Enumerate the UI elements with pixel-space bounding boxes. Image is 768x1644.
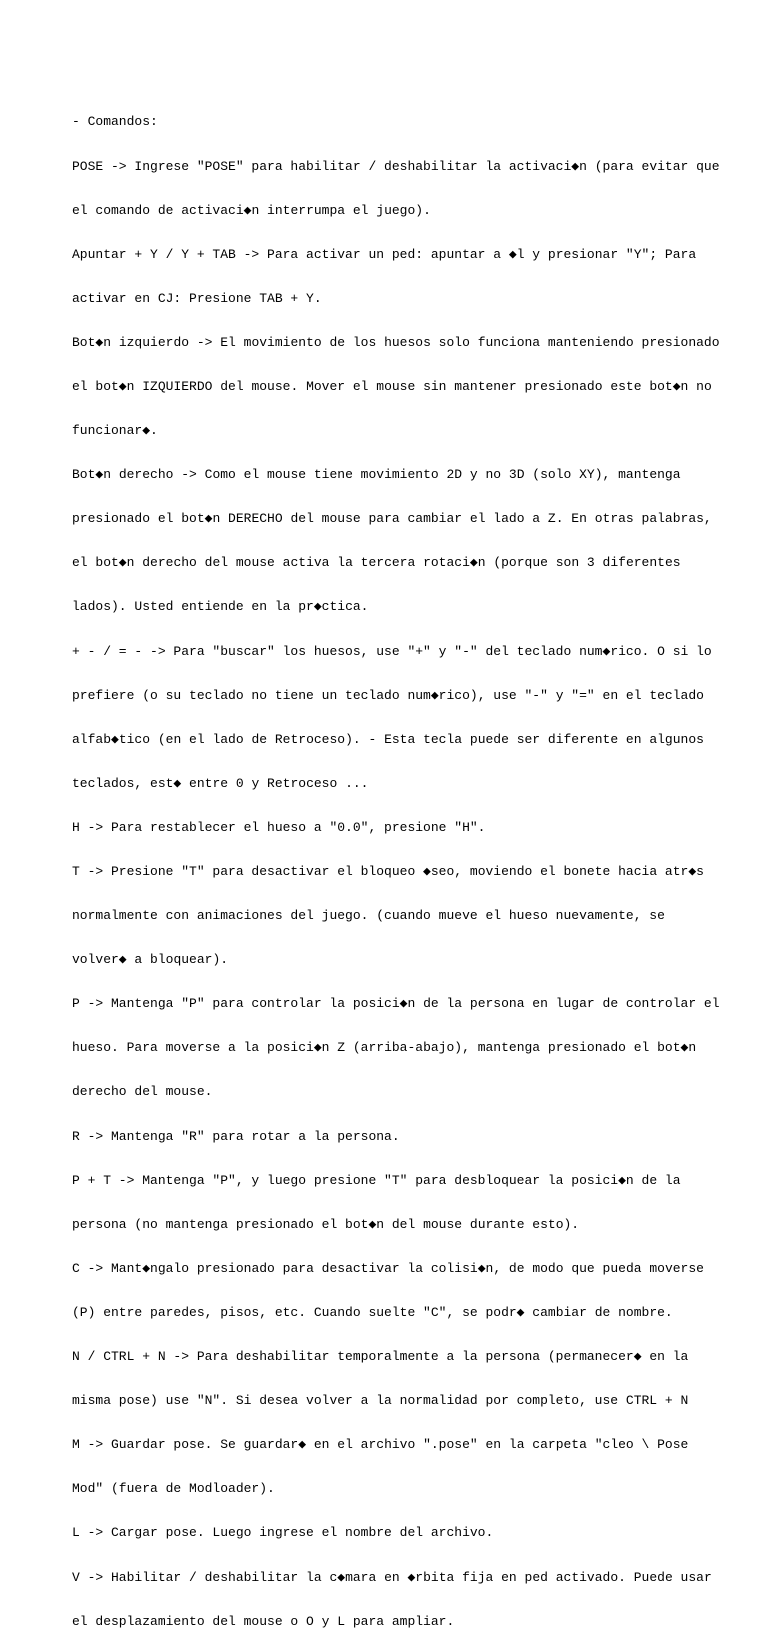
text-line: Bot◆n izquierdo -> El movimiento de los huesos solo funciona manteniendo presionado <box>72 334 720 350</box>
text-line: M -> Guardar pose. Se guardar◆ en el archivo ".pose" en la carpeta "cleo \ Pose <box>72 1437 689 1453</box>
text-line: presionado el bot◆n DERECHO del mouse para cambiar el lado a Z. En otras palabras, <box>72 511 712 527</box>
text-line: derecho del mouse. <box>72 1084 213 1100</box>
text-line: H -> Para restablecer el hueso a "0.0", presione "H". <box>72 819 486 835</box>
text-line: Apuntar + Y / Y + TAB -> Para activar un ped: apuntar a ◆l y presionar "Y"; Para <box>72 246 697 262</box>
text-line: teclados, est◆ entre 0 y Retroceso ... <box>72 775 369 791</box>
text-line: normalmente con animaciones del juego. (cuando mueve el hueso nuevamente, se <box>72 908 665 924</box>
text-line: el desplazamiento del mouse o O y L para ampliar. <box>72 1613 455 1629</box>
text-line: Mod" (fuera de Modloader). <box>72 1481 275 1497</box>
text-line: L -> Cargar pose. Luego ingrese el nombre del archivo. <box>72 1525 494 1541</box>
text-line: hueso. Para moverse a la posici◆n Z (arriba-abajo), mantenga presionado el bot◆n <box>72 1040 697 1056</box>
text-line: - Comandos: <box>72 114 158 130</box>
text-line: el comando de activaci◆n interrumpa el juego). <box>72 202 431 218</box>
text-line: funcionar◆. <box>72 423 158 439</box>
text-line: misma pose) use "N". Si desea volver a la normalidad por completo, use CTRL + N <box>72 1393 689 1409</box>
text-line: prefiere (o su teclado no tiene un teclado num◆rico), use "-" y "=" en el teclado <box>72 687 704 703</box>
text-line: alfab◆tico (en el lado de Retroceso). - Esta tecla puede ser diferente en algunos <box>72 731 704 747</box>
text-line: P -> Mantenga "P" para controlar la posici◆n de la persona en lugar de controlar el <box>72 996 720 1012</box>
text-line: N / CTRL + N -> Para deshabilitar temporalmente a la persona (permanecer◆ en la <box>72 1349 689 1365</box>
text-line: el bot◆n IZQUIERDO del mouse. Mover el mouse sin mantener presionado este bot◆n no <box>72 378 712 394</box>
text-line: POSE -> Ingrese "POSE" para habilitar / deshabilitar la activaci◆n (para evitar que <box>72 158 720 174</box>
text-line: + - / = - -> Para "buscar" los huesos, use "+" y "-" del teclado num◆rico. O si lo <box>72 643 712 659</box>
text-line: activar en CJ: Presione TAB + Y. <box>72 290 322 306</box>
text-line: persona (no mantenga presionado el bot◆n del mouse durante esto). <box>72 1216 580 1232</box>
text-line: el bot◆n derecho del mouse activa la tercera rotaci◆n (porque son 3 diferentes <box>72 555 681 571</box>
text-line: P + T -> Mantenga "P", y luego presione "T" para desbloquear la posici◆n de la <box>72 1172 681 1188</box>
text-line: (P) entre paredes, pisos, etc. Cuando suelte "C", se podr◆ cambiar de nombre. <box>72 1304 673 1320</box>
document-text-block <box>72 86 720 1644</box>
text-line: C -> Mant◆ngalo presionado para desactivar la colisi◆n, de modo que pueda moverse <box>72 1260 704 1276</box>
text-line: V -> Habilitar / deshabilitar la c◆mara en ◆rbita fija en ped activado. Puede usar <box>72 1569 712 1585</box>
text-line: lados). Usted entiende en la pr◆ctica. <box>72 599 369 615</box>
text-line: volver◆ a bloquear). <box>72 952 229 968</box>
text-line: R -> Mantenga "R" para rotar a la persona. <box>72 1128 400 1144</box>
text-line: T -> Presione "T" para desactivar el bloqueo ◆seo, moviendo el bonete hacia atr◆s <box>72 864 704 879</box>
text-line: Bot◆n derecho -> Como el mouse tiene movimiento 2D y no 3D (solo XY), mantenga <box>72 467 681 483</box>
